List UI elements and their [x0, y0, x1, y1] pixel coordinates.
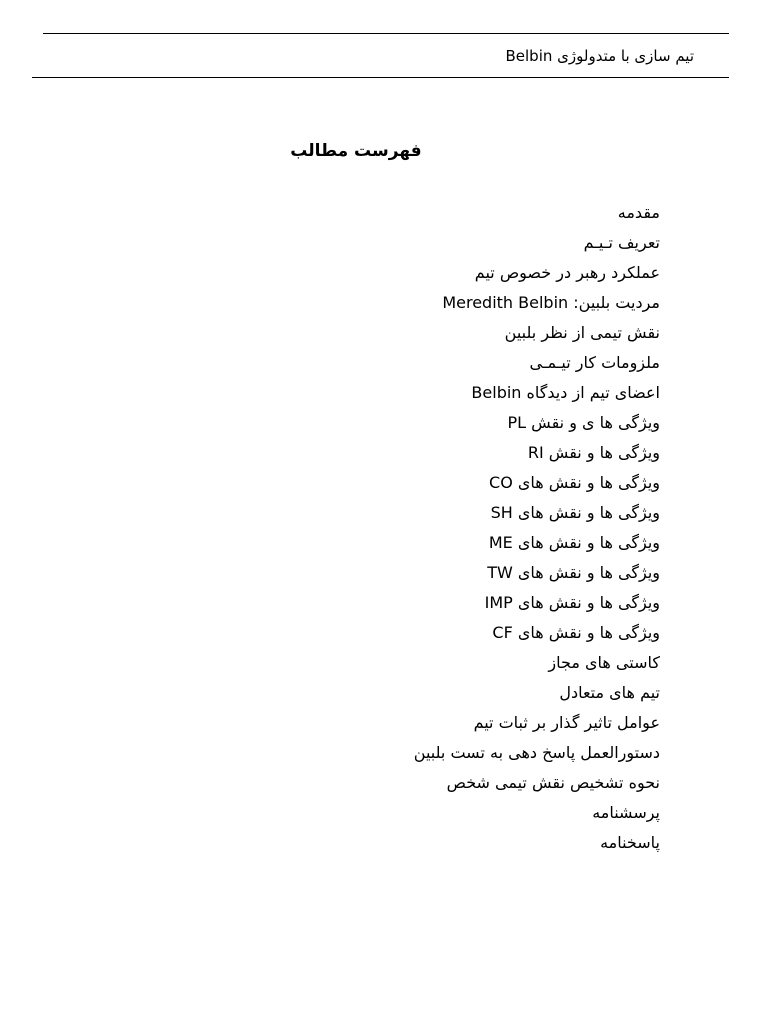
- toc-item-role-ri[interactable]: ویژگی ها و نقش RI: [527, 443, 660, 462]
- toc-item-team-role-belbin[interactable]: نقش تیمی از نظر بلبین: [504, 323, 660, 342]
- toc-item-leader-performance[interactable]: عملکرد رهبر در خصوص تیم: [474, 263, 660, 282]
- toc-item-team-members-belbin[interactable]: اعضای تیم از دیدگاه Belbin: [471, 383, 660, 402]
- toc-item-role-cf[interactable]: ویژگی ها و نقش های CF: [492, 623, 660, 642]
- header-rule-bottom: [32, 77, 729, 78]
- toc-item-introduction[interactable]: مقدمه: [617, 203, 660, 222]
- toc-item-role-sh[interactable]: ویژگی ها و نقش های SH: [490, 503, 660, 522]
- toc-item-role-co[interactable]: ویژگی ها و نقش های CO: [489, 473, 660, 492]
- running-header-title: تیم سازی با متدولوژی Belbin: [505, 47, 694, 65]
- toc-item-answer-sheet[interactable]: پاسخنامه: [600, 833, 660, 852]
- toc-item-teamwork-requirements[interactable]: ملزومات کار تیـمـی: [529, 353, 660, 372]
- toc-item-questionnaire[interactable]: پرسشنامه: [592, 803, 660, 822]
- toc-item-team-stability-factors[interactable]: عوامل تاثیر گذار بر ثبات تیم: [473, 713, 660, 732]
- toc-heading: فهرست مطالب: [290, 141, 422, 162]
- toc-item-team-definition[interactable]: تعریف تـیـم: [583, 233, 660, 252]
- header-rule-top: [43, 33, 729, 34]
- toc-list: [414, 198, 660, 858]
- toc-item-role-imp[interactable]: ویژگی ها و نقش های IMP: [484, 593, 660, 612]
- toc-item-role-diagnosis[interactable]: نحوه تشخیص نقش تیمی شخص: [446, 773, 660, 792]
- toc-item-meredith-belbin[interactable]: مردیت بلبین: Meredith Belbin: [442, 293, 660, 312]
- toc-item-test-instructions[interactable]: دستورالعمل پاسخ دهی به تست بلبین: [413, 743, 660, 762]
- toc-item-role-me[interactable]: ویژگی ها و نقش های ME: [488, 533, 660, 552]
- toc-item-allowable-weaknesses[interactable]: کاستی های مجاز: [548, 653, 660, 672]
- toc-item-balanced-teams[interactable]: تیم های متعادل: [559, 683, 660, 702]
- toc-item-role-tw[interactable]: ویژگی ها و نقش های TW: [487, 563, 660, 582]
- toc-item-role-pl[interactable]: ویژگی ها ی و نقش PL: [507, 413, 660, 432]
